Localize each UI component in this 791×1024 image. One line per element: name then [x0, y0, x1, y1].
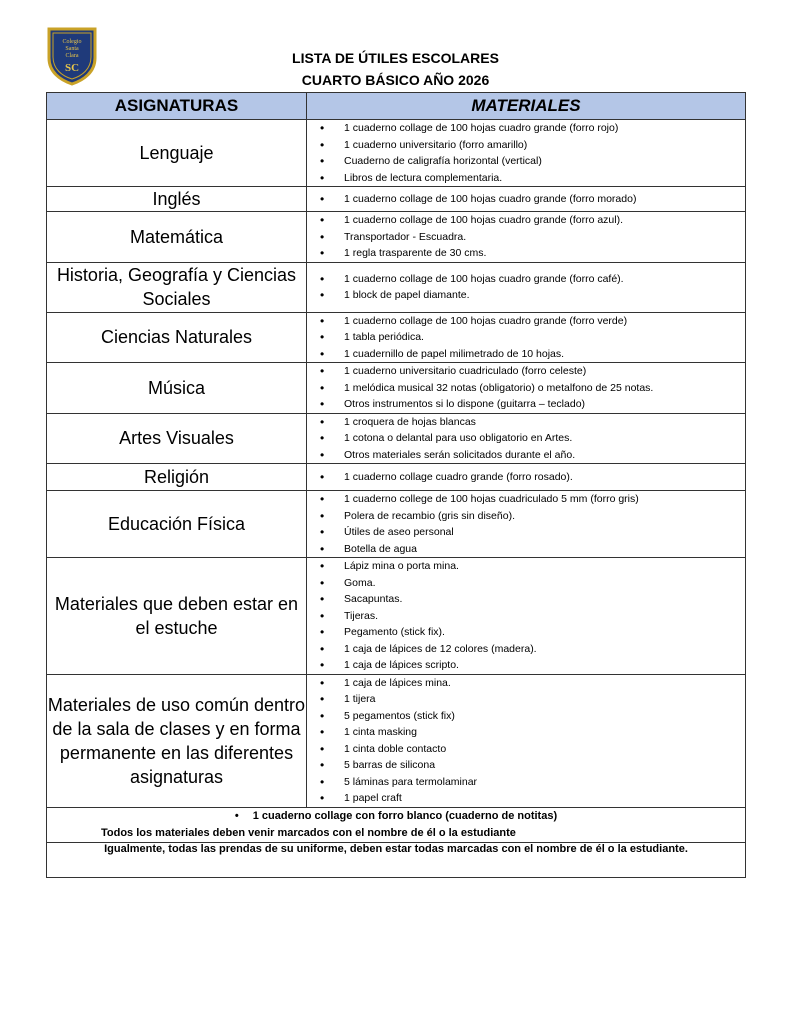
materials-cell	[307, 262, 746, 312]
table-row	[47, 312, 746, 363]
list-item: • 1 melódica musical 32 notas (obligatorio) o metalfono de 25 notas.	[307, 380, 745, 397]
materials-list	[307, 271, 745, 304]
materials-cell	[307, 212, 746, 263]
footer-cell	[47, 807, 746, 842]
table-row	[47, 491, 746, 558]
table-row	[47, 262, 746, 312]
subject-cell: Religión	[47, 464, 307, 491]
list-item: • 5 barras de silicona	[307, 757, 745, 774]
materials-list	[307, 469, 745, 486]
subject-cell: Inglés	[47, 187, 307, 212]
list-item: • Otros materiales serán solicitados durante el año.	[307, 447, 745, 464]
subject-cell: Educación Física	[47, 491, 307, 558]
list-item: • 1 regla trasparente de 30 cms.	[307, 245, 745, 262]
table-row	[47, 558, 746, 675]
materials-cell	[307, 674, 746, 807]
logo-text-3: Clara	[65, 53, 79, 59]
list-item: • 1 caja de lápices de 12 colores (madera).	[307, 641, 745, 658]
footer-row	[47, 807, 746, 842]
footer-bullet-icon: •	[234, 809, 239, 822]
list-item: • 1 cinta masking	[307, 724, 745, 741]
logo-text-1: Colegio	[62, 39, 82, 45]
subject-cell: Materiales que deben estar en el estuche	[47, 558, 307, 675]
subject-cell: Ciencias Naturales	[47, 312, 307, 363]
list-item: • Otros instrumentos si lo dispone (guitarra – teclado)	[307, 396, 745, 413]
materials-cell	[307, 120, 746, 187]
list-item: • 1 croquera de hojas blancas	[307, 414, 745, 431]
subject-cell: Artes Visuales	[47, 413, 307, 464]
table-row	[47, 212, 746, 263]
table-row	[47, 674, 746, 807]
list-item: • 1 cuadernillo de papel milimetrado de 10 hojas.	[307, 346, 745, 363]
list-item: • 1 cuaderno universitario (forro amarillo)	[307, 137, 745, 154]
list-item: • Lápiz mina o porta mina.	[307, 558, 745, 575]
materials-cell	[307, 312, 746, 363]
list-item: • 1 cotona o delantal para uso obligatorio en Artes.	[307, 430, 745, 447]
list-item: • 1 cuaderno collage de 100 hojas cuadro grande (forro azul).	[307, 212, 745, 229]
list-item: • 1 cuaderno collage de 100 hojas cuadro grande (forro rojo)	[307, 120, 745, 137]
list-item: • 1 cuaderno college de 100 hojas cuadriculado 5 mm (forro gris)	[307, 491, 745, 508]
list-item: • Pegamento (stick fix).	[307, 624, 745, 641]
list-item: • 1 cuaderno collage de 100 hojas cuadro grande (forro café).	[307, 271, 745, 288]
list-item: • 1 cuaderno universitario cuadriculado (forro celeste)	[307, 363, 745, 380]
materials-cell	[307, 413, 746, 464]
table-row	[47, 363, 746, 414]
footer-bullet-text: 1 cuaderno collage con forro blanco (cuaderno de notitas)	[252, 809, 558, 822]
subject-cell: Lenguaje	[47, 120, 307, 187]
subject-cell: Matemática	[47, 212, 307, 263]
table-header-row	[47, 93, 746, 120]
materials-cell	[307, 464, 746, 491]
list-item: • 1 cinta doble contacto	[307, 741, 745, 758]
logo-initials: SC	[64, 62, 80, 74]
materials-list	[307, 363, 745, 413]
materials-list	[307, 491, 745, 557]
page-subtitle: CUARTO BÁSICO AÑO 2026	[301, 72, 490, 88]
list-item: • Libros de lectura complementaria.	[307, 170, 745, 187]
footer-note: Todos los materiales deben venir marcados con el nombre de él o la estudiante	[101, 826, 516, 839]
column-header-subjects: ASIGNATURAS	[47, 93, 307, 120]
list-item: • 5 pegamentos (stick fix)	[307, 708, 745, 725]
materials-list	[307, 414, 745, 464]
list-item: • 1 papel craft	[307, 790, 745, 807]
list-item: • 1 tabla periódica.	[307, 329, 745, 346]
materials-list	[307, 212, 745, 262]
list-item: • Botella de agua	[307, 541, 745, 558]
list-item: • 5 láminas para termolaminar	[307, 774, 745, 791]
materials-cell	[307, 558, 746, 675]
list-item: • Goma.	[307, 575, 745, 592]
subject-cell: Música	[47, 363, 307, 414]
list-item: • Tijeras.	[307, 608, 745, 625]
materials-list	[307, 191, 745, 208]
table-row	[47, 464, 746, 491]
supplies-table	[46, 92, 746, 878]
list-item: • Transportador - Escuadra.	[307, 229, 745, 246]
subject-cell: Materiales de uso común dentro de la sala de clases y en forma permanente en las diferentes asignaturas	[47, 674, 307, 807]
table-row	[47, 120, 746, 187]
materials-list	[307, 558, 745, 674]
list-item: • 1 cuaderno collage de 100 hojas cuadro grande (forro verde)	[307, 313, 745, 330]
list-item: • 1 caja de lápices mina.	[307, 675, 745, 692]
page-title: LISTA DE ÚTILES ESCOLARES	[292, 50, 499, 66]
list-item: • 1 tijera	[307, 691, 745, 708]
list-item: • 1 block de papel diamante.	[307, 287, 745, 304]
final-note: Igualmente, todas las prendas de su uniforme, deben estar todas marcadas con el nombre de él o la estudiante.	[47, 842, 746, 877]
table-row	[47, 187, 746, 212]
list-item: • 1 caja de lápices scripto.	[307, 657, 745, 674]
materials-list	[307, 675, 745, 807]
materials-cell	[307, 363, 746, 414]
list-item: • Polera de recambio (gris sin diseño).	[307, 508, 745, 525]
materials-cell	[307, 187, 746, 212]
final-note-row	[47, 842, 746, 877]
list-item: • Sacapuntas.	[307, 591, 745, 608]
list-item: • Cuaderno de caligrafía horizontal (vertical)	[307, 153, 745, 170]
materials-list	[307, 120, 745, 186]
list-item: • 1 cuaderno collage de 100 hojas cuadro grande (forro morado)	[307, 191, 745, 208]
column-header-materials: MATERIALES	[307, 93, 746, 120]
list-item: • 1 cuaderno collage cuadro grande (forro rosado).	[307, 469, 745, 486]
table-row	[47, 413, 746, 464]
logo-text-2: Santa	[65, 46, 79, 52]
materials-list	[307, 313, 745, 363]
subject-cell: Historia, Geografía y Ciencias Sociales	[47, 262, 307, 312]
materials-cell	[307, 491, 746, 558]
list-item: • Útiles de aseo personal	[307, 524, 745, 541]
